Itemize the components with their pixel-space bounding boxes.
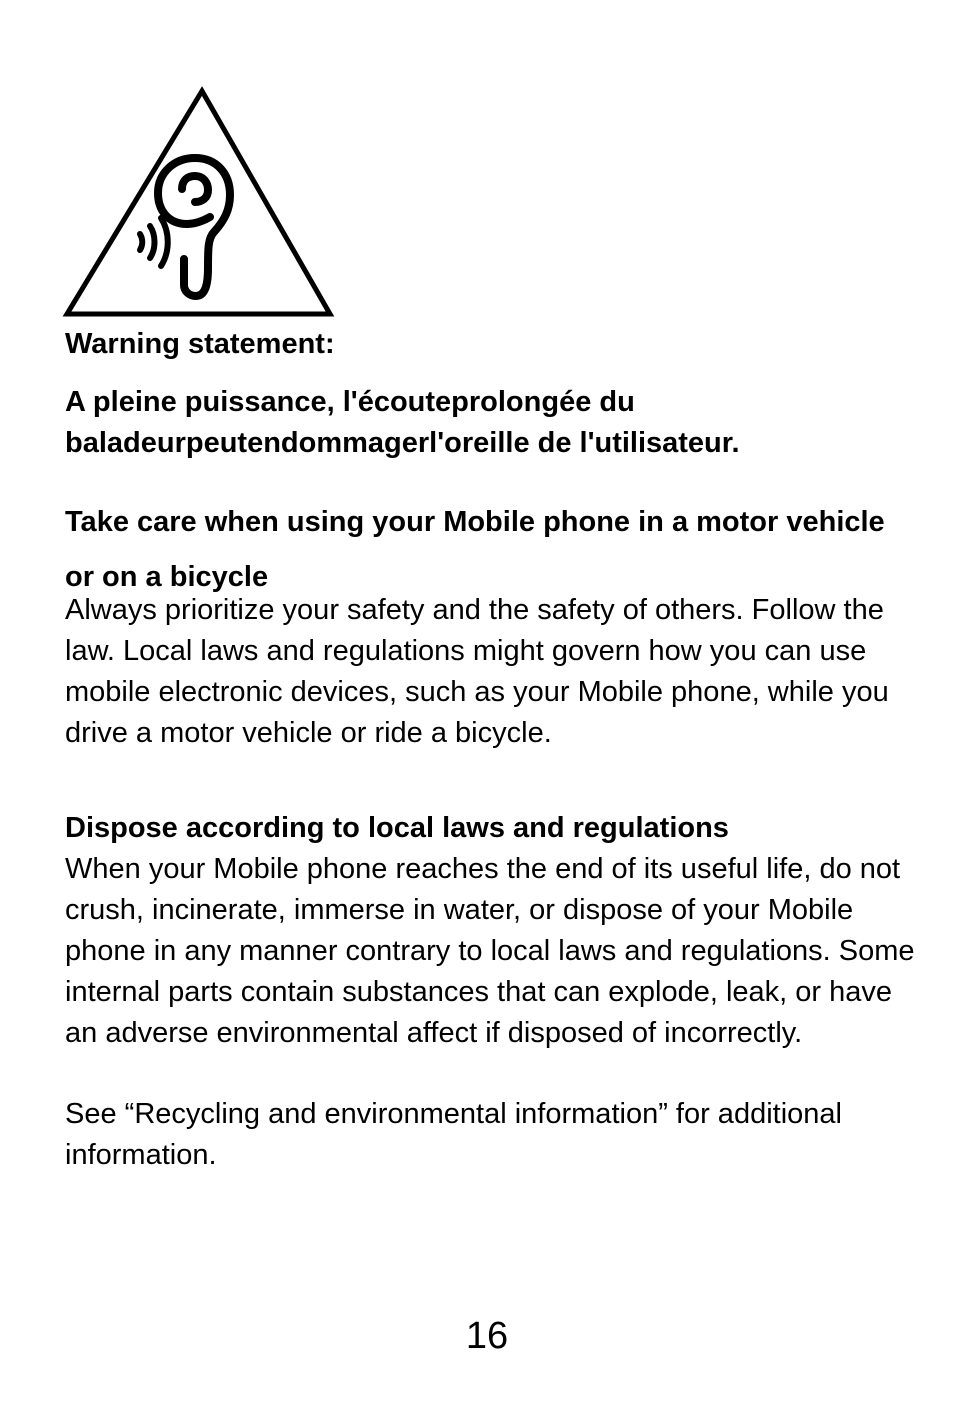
- warning-text: A pleine puissance, l'écouteprolongée du baladeurpeutendommagerl'oreille de l'utilisateur.: [65, 386, 740, 459]
- dispose-body: When your Mobile phone reaches the end of its useful life, do not crush, incinerate, immerse in water, or dispose of your Mobile phone in any manner contrary to local laws and regulations. Some internal parts contain substances that can explode, leak, or have an adverse environmental affect if disposed of incorrectly.: [65, 853, 915, 1049]
- dispose-heading: Dispose according to local laws and regulations: [65, 812, 729, 844]
- motor-vehicle-heading: Take care when using your Mobile phone in a motor vehicle or on a bicycle: [65, 506, 885, 593]
- motor-vehicle-body: Always prioritize your safety and the safety of others. Follow the law. Local laws and regulations might govern how you can use mobile electronic devices, such as your Mobile phone, while you drive a motor vehicle or ride a bicycle.: [65, 594, 889, 749]
- see-also-note: See “Recycling and environmental information” for additional information.: [65, 1098, 842, 1171]
- warning-title: Warning statement:: [65, 328, 335, 360]
- page-number: 16: [465, 1315, 509, 1357]
- hearing-damage-warning-icon: [62, 84, 336, 322]
